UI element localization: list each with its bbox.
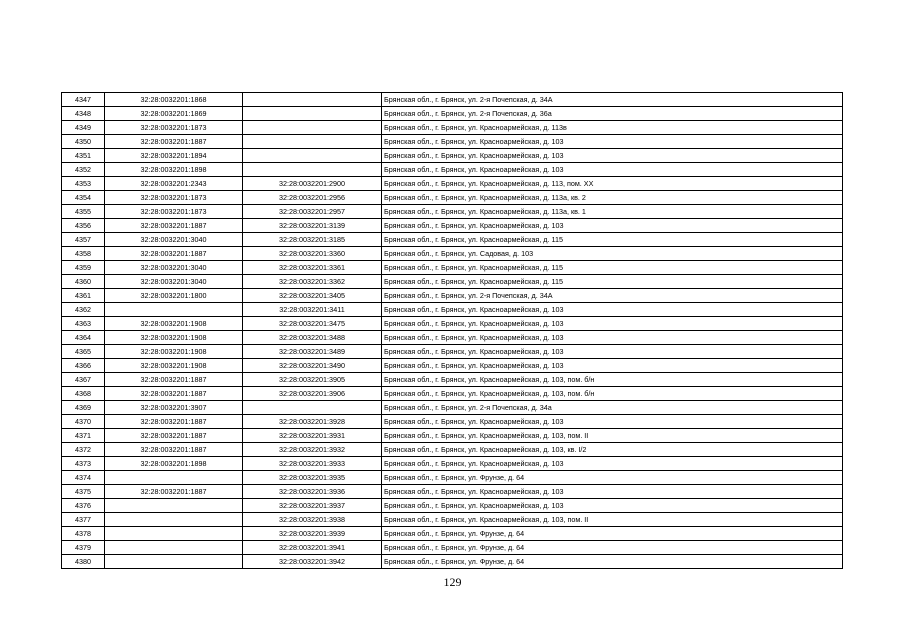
cadastral-number-cell: 32:28:0032201:3139 — [243, 219, 382, 233]
table-row — [62, 359, 843, 373]
table-row — [62, 121, 843, 135]
row-number-cell: 4379 — [62, 541, 105, 555]
row-number-cell: 4356 — [62, 219, 105, 233]
parent-cadastral-number-cell: 32:28:0032201:1898 — [105, 163, 243, 177]
cadastral-number-cell: 32:28:0032201:3475 — [243, 317, 382, 331]
cadastral-number-cell: 32:28:0032201:3906 — [243, 387, 382, 401]
address-cell: Брянская обл., г. Брянск, ул. Красноармейская, д. 103 — [382, 499, 843, 513]
page-number: 129 — [443, 575, 462, 589]
cadastral-number-cell: 32:28:0032201:2957 — [243, 205, 382, 219]
parent-cadastral-number-cell: 32:28:0032201:1908 — [105, 331, 243, 345]
address-cell: Брянская обл., г. Брянск, ул. Красноармейская, д. 103 — [382, 485, 843, 499]
row-number-cell: 4354 — [62, 191, 105, 205]
table-row — [62, 471, 843, 485]
parent-cadastral-number-cell: 32:28:0032201:3907 — [105, 401, 243, 415]
table-row — [62, 331, 843, 345]
address-cell: Брянская обл., г. Брянск, ул. Красноармейская, д. 103 — [382, 457, 843, 471]
row-number-cell: 4351 — [62, 149, 105, 163]
row-number-cell: 4358 — [62, 247, 105, 261]
cadastral-number-cell: 32:28:0032201:3928 — [243, 415, 382, 429]
row-number-cell: 4349 — [62, 121, 105, 135]
cadastral-number-cell — [243, 93, 382, 107]
address-cell: Брянская обл., г. Брянск, ул. Красноармейская, д. 103 — [382, 331, 843, 345]
table-row — [62, 373, 843, 387]
table-row — [62, 93, 843, 107]
parent-cadastral-number-cell — [105, 527, 243, 541]
cadastral-number-cell: 32:28:0032201:3489 — [243, 345, 382, 359]
address-cell: Брянская обл., г. Брянск, ул. Красноармейская, д. 113в — [382, 121, 843, 135]
row-number-cell: 4371 — [62, 429, 105, 443]
row-number-cell: 4352 — [62, 163, 105, 177]
cadastral-number-cell — [243, 401, 382, 415]
parent-cadastral-number-cell: 32:28:0032201:1898 — [105, 457, 243, 471]
address-cell: Брянская обл., г. Брянск, ул. Красноармейская, д. 103 — [382, 163, 843, 177]
row-number-cell: 4376 — [62, 499, 105, 513]
parent-cadastral-number-cell: 32:28:0032201:2343 — [105, 177, 243, 191]
parent-cadastral-number-cell — [105, 541, 243, 555]
address-cell: Брянская обл., г. Брянск, ул. Фрунзе, д. 64 — [382, 527, 843, 541]
row-number-cell: 4380 — [62, 555, 105, 569]
table-row — [62, 345, 843, 359]
parent-cadastral-number-cell: 32:28:0032201:1887 — [105, 415, 243, 429]
address-cell: Брянская обл., г. Брянск, ул. Красноармейская, д. 103 — [382, 345, 843, 359]
table-row — [62, 205, 843, 219]
address-cell: Брянская обл., г. Брянск, ул. 2-я Почепская, д. 34А — [382, 93, 843, 107]
parent-cadastral-number-cell: 32:28:0032201:1894 — [105, 149, 243, 163]
table-row — [62, 233, 843, 247]
table-row — [62, 163, 843, 177]
parent-cadastral-number-cell — [105, 513, 243, 527]
table-row — [62, 499, 843, 513]
cadastral-number-cell — [243, 135, 382, 149]
parent-cadastral-number-cell: 32:28:0032201:1873 — [105, 191, 243, 205]
address-cell: Брянская обл., г. Брянск, ул. Садовая, д. 103 — [382, 247, 843, 261]
cadastral-number-cell: 32:28:0032201:3490 — [243, 359, 382, 373]
cadastral-number-cell: 32:28:0032201:3360 — [243, 247, 382, 261]
parent-cadastral-number-cell: 32:28:0032201:1887 — [105, 443, 243, 457]
row-number-cell: 4378 — [62, 527, 105, 541]
cadastral-number-cell: 32:28:0032201:3905 — [243, 373, 382, 387]
parent-cadastral-number-cell: 32:28:0032201:3040 — [105, 261, 243, 275]
row-number-cell: 4374 — [62, 471, 105, 485]
cadastral-number-cell: 32:28:0032201:3488 — [243, 331, 382, 345]
row-number-cell: 4375 — [62, 485, 105, 499]
row-number-cell: 4362 — [62, 303, 105, 317]
cadastral-number-cell — [243, 107, 382, 121]
cadastral-number-cell: 32:28:0032201:3933 — [243, 457, 382, 471]
row-number-cell: 4357 — [62, 233, 105, 247]
parent-cadastral-number-cell: 32:28:0032201:1887 — [105, 429, 243, 443]
cadastral-number-cell: 32:28:0032201:3939 — [243, 527, 382, 541]
parent-cadastral-number-cell: 32:28:0032201:1908 — [105, 359, 243, 373]
row-number-cell: 4359 — [62, 261, 105, 275]
row-number-cell: 4355 — [62, 205, 105, 219]
parent-cadastral-number-cell: 32:28:0032201:1908 — [105, 317, 243, 331]
parent-cadastral-number-cell: 32:28:0032201:3040 — [105, 275, 243, 289]
parent-cadastral-number-cell — [105, 555, 243, 569]
table-row — [62, 513, 843, 527]
address-cell: Брянская обл., г. Брянск, ул. Красноармейская, д. 103, кв. I/2 — [382, 443, 843, 457]
table-row — [62, 275, 843, 289]
parent-cadastral-number-cell: 32:28:0032201:1887 — [105, 247, 243, 261]
row-number-cell: 4377 — [62, 513, 105, 527]
row-number-cell: 4368 — [62, 387, 105, 401]
cadastral-number-cell — [243, 163, 382, 177]
address-cell: Брянская обл., г. Брянск, ул. Красноармейская, д. 103, пом. II — [382, 429, 843, 443]
address-cell: Брянская обл., г. Брянск, ул. Красноармейская, д. 103 — [382, 317, 843, 331]
address-cell: Брянская обл., г. Брянск, ул. Красноармейская, д. 103 — [382, 149, 843, 163]
row-number-cell: 4366 — [62, 359, 105, 373]
row-number-cell: 4347 — [62, 93, 105, 107]
table-row — [62, 303, 843, 317]
cadastral-number-cell: 32:28:0032201:3942 — [243, 555, 382, 569]
parent-cadastral-number-cell — [105, 499, 243, 513]
table-row — [62, 457, 843, 471]
cadastral-number-cell: 32:28:0032201:3362 — [243, 275, 382, 289]
parent-cadastral-number-cell: 32:28:0032201:3040 — [105, 233, 243, 247]
row-number-cell: 4350 — [62, 135, 105, 149]
address-cell: Брянская обл., г. Брянск, ул. 2-я Почепская, д. 34а — [382, 401, 843, 415]
table-row — [62, 107, 843, 121]
address-cell: Брянская обл., г. Брянск, ул. Фрунзе, д. 64 — [382, 471, 843, 485]
parent-cadastral-number-cell: 32:28:0032201:1908 — [105, 345, 243, 359]
cadastral-number-cell: 32:28:0032201:3937 — [243, 499, 382, 513]
table-row — [62, 387, 843, 401]
table-row — [62, 149, 843, 163]
parent-cadastral-number-cell: 32:28:0032201:1887 — [105, 373, 243, 387]
table-row — [62, 429, 843, 443]
address-cell: Брянская обл., г. Брянск, ул. Красноармейская, д. 115 — [382, 275, 843, 289]
cadastral-number-cell — [243, 149, 382, 163]
address-cell: Брянская обл., г. Брянск, ул. Красноармейская, д. 113а, кв. 1 — [382, 205, 843, 219]
parent-cadastral-number-cell: 32:28:0032201:1873 — [105, 205, 243, 219]
address-cell: Брянская обл., г. Брянск, ул. Красноармейская, д. 103, пом. б/н — [382, 387, 843, 401]
parent-cadastral-number-cell: 32:28:0032201:1869 — [105, 107, 243, 121]
parent-cadastral-number-cell: 32:28:0032201:1887 — [105, 219, 243, 233]
row-number-cell: 4367 — [62, 373, 105, 387]
address-cell: Брянская обл., г. Брянск, ул. Красноармейская, д. 115 — [382, 261, 843, 275]
address-cell: Брянская обл., г. Брянск, ул. Фрунзе, д. 64 — [382, 555, 843, 569]
row-number-cell: 4353 — [62, 177, 105, 191]
parent-cadastral-number-cell: 32:28:0032201:1800 — [105, 289, 243, 303]
address-cell: Брянская обл., г. Брянск, ул. Красноармейская, д. 103, пом. II — [382, 513, 843, 527]
table-row — [62, 555, 843, 569]
cadastral-number-cell: 32:28:0032201:3941 — [243, 541, 382, 555]
table-row — [62, 219, 843, 233]
cadastral-number-cell: 32:28:0032201:3935 — [243, 471, 382, 485]
address-cell: Брянская обл., г. Брянск, ул. Красноармейская, д. 113а, кв. 2 — [382, 191, 843, 205]
table-row — [62, 177, 843, 191]
address-cell: Брянская обл., г. Брянск, ул. 2-я Почепская, д. 34А — [382, 289, 843, 303]
cadastral-number-cell — [243, 121, 382, 135]
table-row — [62, 317, 843, 331]
address-cell: Брянская обл., г. Брянск, ул. 2-я Почепская, д. 36а — [382, 107, 843, 121]
table-row — [62, 541, 843, 555]
row-number-cell: 4360 — [62, 275, 105, 289]
cadastral-number-cell: 32:28:0032201:3411 — [243, 303, 382, 317]
parent-cadastral-number-cell: 32:28:0032201:1887 — [105, 485, 243, 499]
cadastral-number-cell: 32:28:0032201:3931 — [243, 429, 382, 443]
parent-cadastral-number-cell: 32:28:0032201:1873 — [105, 121, 243, 135]
table-row — [62, 443, 843, 457]
address-cell: Брянская обл., г. Брянск, ул. Красноармейская, д. 103, пом. б/н — [382, 373, 843, 387]
table-row — [62, 191, 843, 205]
row-number-cell: 4364 — [62, 331, 105, 345]
address-cell: Брянская обл., г. Брянск, ул. Красноармейская, д. 113, пом. XX — [382, 177, 843, 191]
address-cell: Брянская обл., г. Брянск, ул. Красноармейская, д. 115 — [382, 233, 843, 247]
row-number-cell: 4348 — [62, 107, 105, 121]
cadastral-number-cell: 32:28:0032201:3361 — [243, 261, 382, 275]
parent-cadastral-number-cell: 32:28:0032201:1887 — [105, 135, 243, 149]
row-number-cell: 4373 — [62, 457, 105, 471]
parent-cadastral-number-cell — [105, 303, 243, 317]
registry-table — [61, 92, 843, 569]
row-number-cell: 4361 — [62, 289, 105, 303]
address-cell: Брянская обл., г. Брянск, ул. Красноармейская, д. 103 — [382, 359, 843, 373]
table-row — [62, 135, 843, 149]
cadastral-number-cell: 32:28:0032201:3405 — [243, 289, 382, 303]
table-row — [62, 289, 843, 303]
cadastral-number-cell: 32:28:0032201:2956 — [243, 191, 382, 205]
row-number-cell: 4363 — [62, 317, 105, 331]
row-number-cell: 4372 — [62, 443, 105, 457]
cadastral-number-cell: 32:28:0032201:3938 — [243, 513, 382, 527]
table-row — [62, 527, 843, 541]
cadastral-number-cell: 32:28:0032201:2900 — [243, 177, 382, 191]
table-row — [62, 247, 843, 261]
table-row — [62, 485, 843, 499]
address-cell: Брянская обл., г. Брянск, ул. Красноармейская, д. 103 — [382, 135, 843, 149]
address-cell: Брянская обл., г. Брянск, ул. Фрунзе, д. 64 — [382, 541, 843, 555]
table-row — [62, 415, 843, 429]
cadastral-number-cell: 32:28:0032201:3932 — [243, 443, 382, 457]
cadastral-number-cell: 32:28:0032201:3936 — [243, 485, 382, 499]
registry-table-body — [62, 93, 843, 569]
address-cell: Брянская обл., г. Брянск, ул. Красноармейская, д. 103 — [382, 219, 843, 233]
parent-cadastral-number-cell — [105, 471, 243, 485]
row-number-cell: 4369 — [62, 401, 105, 415]
address-cell: Брянская обл., г. Брянск, ул. Красноармейская, д. 103 — [382, 415, 843, 429]
address-cell: Брянская обл., г. Брянск, ул. Красноармейская, д. 103 — [382, 303, 843, 317]
row-number-cell: 4370 — [62, 415, 105, 429]
row-number-cell: 4365 — [62, 345, 105, 359]
table-row — [62, 401, 843, 415]
cadastral-number-cell: 32:28:0032201:3185 — [243, 233, 382, 247]
parent-cadastral-number-cell: 32:28:0032201:1868 — [105, 93, 243, 107]
parent-cadastral-number-cell: 32:28:0032201:1887 — [105, 387, 243, 401]
table-row — [62, 261, 843, 275]
